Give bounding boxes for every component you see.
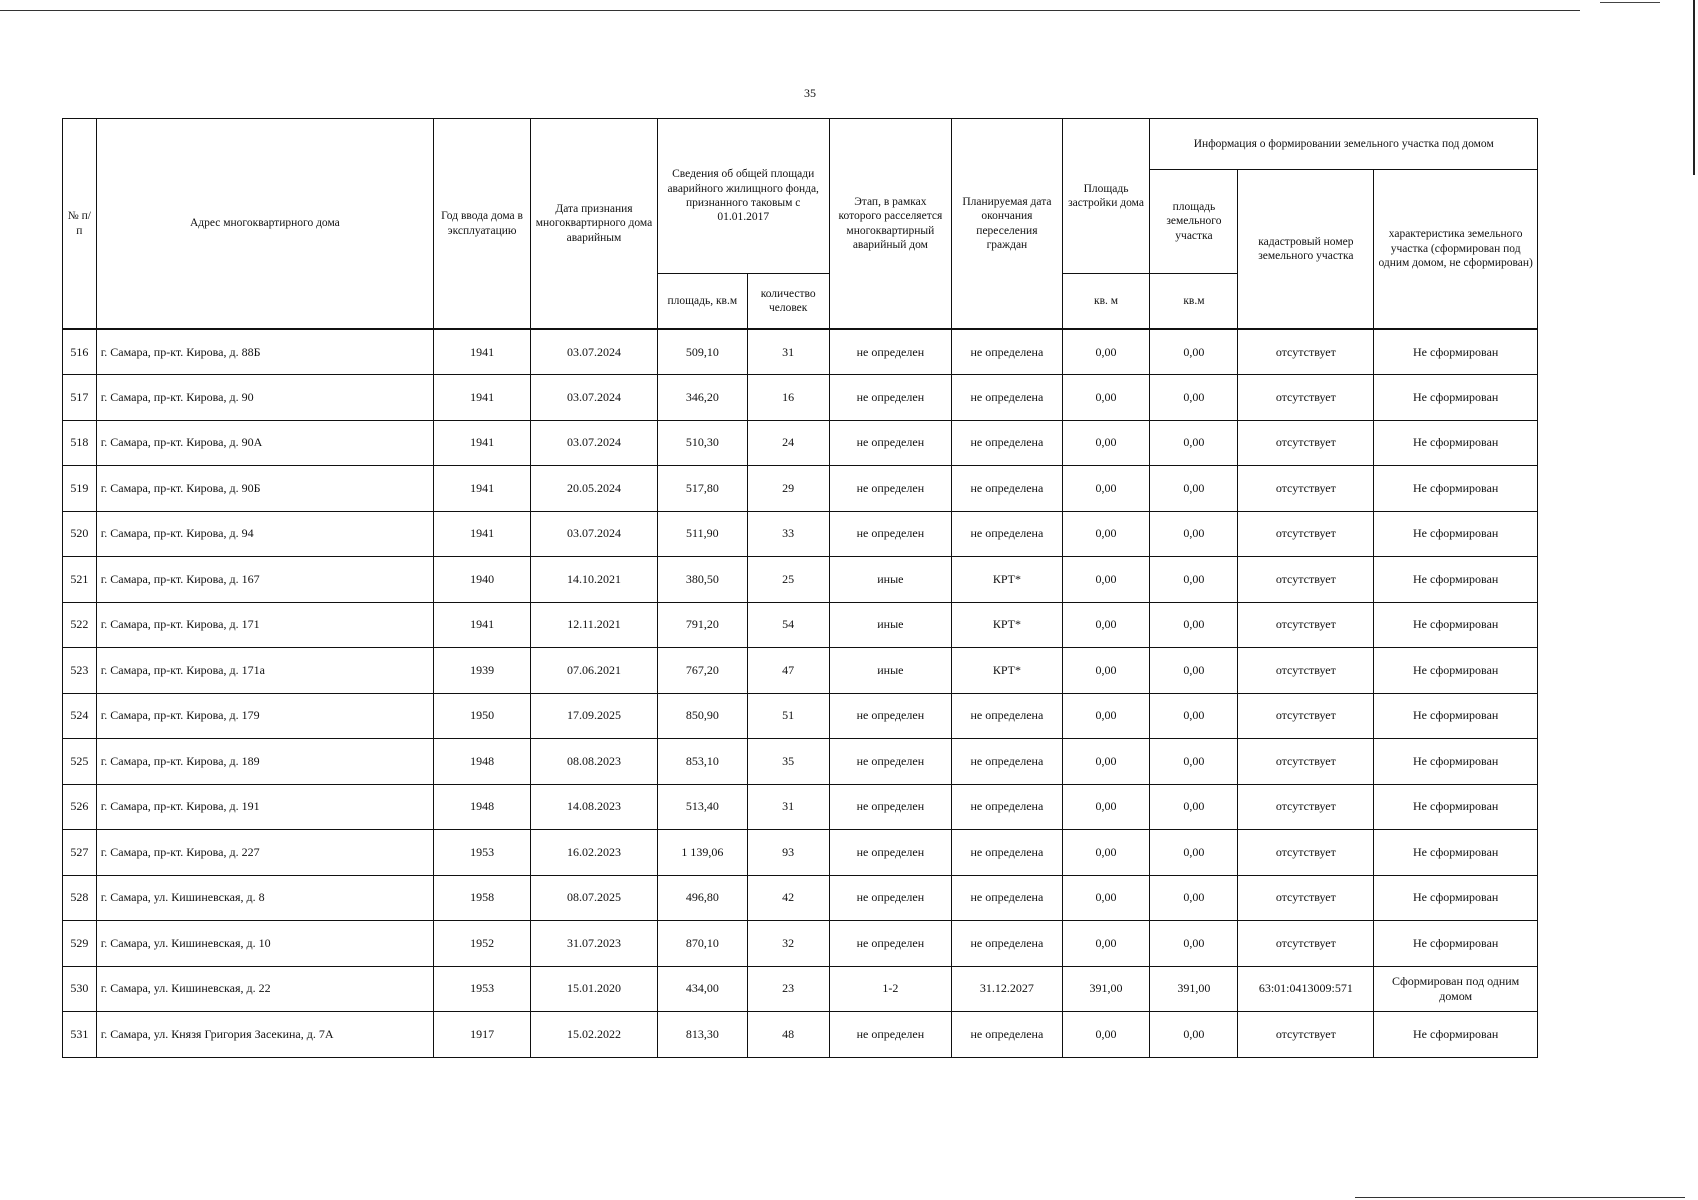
cell-people: 24 bbox=[747, 420, 829, 466]
header-num: № п/п bbox=[63, 119, 97, 330]
cell-land-char: Не сформирован bbox=[1374, 557, 1538, 603]
cell-year: 1958 bbox=[434, 875, 531, 921]
cell-land-char: Не сформирован bbox=[1374, 602, 1538, 648]
cell-address: г. Самара, пр-кт. Кирова, д. 94 bbox=[96, 511, 433, 557]
cell-build-area: 0,00 bbox=[1062, 466, 1150, 512]
cell-build-area: 0,00 bbox=[1062, 648, 1150, 694]
cell-num: 521 bbox=[63, 557, 97, 603]
cell-address: г. Самара, пр-кт. Кирова, д. 189 bbox=[96, 739, 433, 785]
cell-planned-date: не определена bbox=[952, 830, 1062, 876]
cell-cadastral: отсутствует bbox=[1238, 329, 1374, 375]
cell-year: 1941 bbox=[434, 466, 531, 512]
cell-address: г. Самара, пр-кт. Кирова, д. 167 bbox=[96, 557, 433, 603]
cell-area: 511,90 bbox=[657, 511, 747, 557]
cell-planned-date: не определена bbox=[952, 466, 1062, 512]
cell-area: 509,10 bbox=[657, 329, 747, 375]
cell-planned-date: не определена bbox=[952, 511, 1062, 557]
header-address: Адрес многоквартирного дома bbox=[96, 119, 433, 330]
cell-area: 513,40 bbox=[657, 784, 747, 830]
cell-people: 16 bbox=[747, 375, 829, 421]
table-row bbox=[63, 739, 1538, 785]
cell-num: 519 bbox=[63, 466, 97, 512]
cell-planned-date: не определена bbox=[952, 739, 1062, 785]
cell-planned-date: не определена bbox=[952, 784, 1062, 830]
cell-stage: не определен bbox=[829, 511, 952, 557]
cell-num: 520 bbox=[63, 511, 97, 557]
cell-area: 853,10 bbox=[657, 739, 747, 785]
cell-num: 526 bbox=[63, 784, 97, 830]
scan-edge-top-right bbox=[1600, 2, 1660, 3]
cell-area: 517,80 bbox=[657, 466, 747, 512]
cell-stage: не определен bbox=[829, 784, 952, 830]
cell-land-area: 0,00 bbox=[1150, 511, 1238, 557]
cell-people: 31 bbox=[747, 329, 829, 375]
header-stage: Этап, в рамках которого расселяется многоквартирный аварийный дом bbox=[829, 119, 952, 330]
cell-land-area: 0,00 bbox=[1150, 602, 1238, 648]
cell-land-char: Не сформирован bbox=[1374, 739, 1538, 785]
cell-people: 54 bbox=[747, 602, 829, 648]
cell-address: г. Самара, ул. Князя Григория Засекина, д. 7А bbox=[96, 1012, 433, 1058]
cell-address: г. Самара, пр-кт. Кирова, д. 90А bbox=[96, 420, 433, 466]
cell-cadastral: отсутствует bbox=[1238, 602, 1374, 648]
cell-year: 1941 bbox=[434, 329, 531, 375]
cell-stage: не определен bbox=[829, 1012, 952, 1058]
cell-year: 1941 bbox=[434, 602, 531, 648]
cell-year: 1948 bbox=[434, 784, 531, 830]
cell-year: 1941 bbox=[434, 420, 531, 466]
cell-stage: не определен bbox=[829, 830, 952, 876]
cell-planned-date: не определена bbox=[952, 921, 1062, 967]
cell-area: 850,90 bbox=[657, 693, 747, 739]
cell-date-recognized: 14.08.2023 bbox=[531, 784, 658, 830]
cell-area: 434,00 bbox=[657, 966, 747, 1012]
cell-land-area: 0,00 bbox=[1150, 739, 1238, 785]
cell-land-area: 0,00 bbox=[1150, 830, 1238, 876]
cell-people: 35 bbox=[747, 739, 829, 785]
cell-build-area: 0,00 bbox=[1062, 557, 1150, 603]
cell-build-area: 0,00 bbox=[1062, 1012, 1150, 1058]
cell-land-char: Не сформирован bbox=[1374, 921, 1538, 967]
cell-area: 791,20 bbox=[657, 602, 747, 648]
cell-people: 33 bbox=[747, 511, 829, 557]
cell-date-recognized: 08.08.2023 bbox=[531, 739, 658, 785]
cell-people: 31 bbox=[747, 784, 829, 830]
cell-planned-date: 31.12.2027 bbox=[952, 966, 1062, 1012]
cell-stage: не определен bbox=[829, 420, 952, 466]
cell-land-area: 0,00 bbox=[1150, 466, 1238, 512]
cell-date-recognized: 03.07.2024 bbox=[531, 375, 658, 421]
cell-date-recognized: 07.06.2021 bbox=[531, 648, 658, 694]
cell-area: 870,10 bbox=[657, 921, 747, 967]
cell-build-area: 0,00 bbox=[1062, 375, 1150, 421]
cell-cadastral: отсутствует bbox=[1238, 557, 1374, 603]
header-land-area-unit: кв.м bbox=[1150, 274, 1238, 330]
cell-year: 1953 bbox=[434, 830, 531, 876]
cell-cadastral: отсутствует bbox=[1238, 921, 1374, 967]
cell-land-char: Не сформирован bbox=[1374, 784, 1538, 830]
table-row bbox=[63, 784, 1538, 830]
cell-year: 1952 bbox=[434, 921, 531, 967]
cell-land-char: Не сформирован bbox=[1374, 830, 1538, 876]
cell-people: 25 bbox=[747, 557, 829, 603]
table-row bbox=[63, 693, 1538, 739]
cell-people: 32 bbox=[747, 921, 829, 967]
cell-cadastral: отсутствует bbox=[1238, 784, 1374, 830]
cell-build-area: 0,00 bbox=[1062, 329, 1150, 375]
cell-date-recognized: 03.07.2024 bbox=[531, 329, 658, 375]
cell-land-char: Не сформирован bbox=[1374, 648, 1538, 694]
header-area: площадь, кв.м bbox=[657, 274, 747, 330]
cell-build-area: 0,00 bbox=[1062, 739, 1150, 785]
cell-land-area: 0,00 bbox=[1150, 875, 1238, 921]
cell-planned-date: не определена bbox=[952, 693, 1062, 739]
table-row bbox=[63, 557, 1538, 603]
header-land-char: характеристика земельного участка (сформирован под одним домом, не сформирован) bbox=[1374, 170, 1538, 330]
header-cadastral: кадастровый номер земельного участка bbox=[1238, 170, 1374, 330]
cell-people: 51 bbox=[747, 693, 829, 739]
cell-people: 48 bbox=[747, 1012, 829, 1058]
cell-year: 1941 bbox=[434, 511, 531, 557]
cell-year: 1948 bbox=[434, 739, 531, 785]
cell-cadastral: 63:01:0413009:571 bbox=[1238, 966, 1374, 1012]
header-year: Год ввода дома в эксплуатацию bbox=[434, 119, 531, 330]
cell-date-recognized: 08.07.2025 bbox=[531, 875, 658, 921]
cell-cadastral: отсутствует bbox=[1238, 830, 1374, 876]
header-people: количество человек bbox=[747, 274, 829, 330]
cell-cadastral: отсутствует bbox=[1238, 693, 1374, 739]
cell-land-area: 0,00 bbox=[1150, 784, 1238, 830]
table-row bbox=[63, 602, 1538, 648]
table-row bbox=[63, 875, 1538, 921]
cell-area: 346,20 bbox=[657, 375, 747, 421]
cell-build-area: 0,00 bbox=[1062, 602, 1150, 648]
cell-stage: не определен bbox=[829, 875, 952, 921]
scan-edge-top bbox=[0, 10, 1580, 11]
cell-area: 767,20 bbox=[657, 648, 747, 694]
cell-date-recognized: 15.01.2020 bbox=[531, 966, 658, 1012]
cell-stage: не определен bbox=[829, 739, 952, 785]
table-header bbox=[63, 119, 1538, 330]
table-row bbox=[63, 375, 1538, 421]
cell-land-char: Не сформирован bbox=[1374, 511, 1538, 557]
table-row bbox=[63, 921, 1538, 967]
cell-stage: не определен bbox=[829, 466, 952, 512]
cell-address: г. Самара, ул. Кишиневская, д. 22 bbox=[96, 966, 433, 1012]
cell-area: 1 139,06 bbox=[657, 830, 747, 876]
cell-year: 1939 bbox=[434, 648, 531, 694]
cell-year: 1940 bbox=[434, 557, 531, 603]
cell-land-area: 0,00 bbox=[1150, 648, 1238, 694]
header-planned-date: Планируемая дата окончания переселения граждан bbox=[952, 119, 1062, 330]
cell-num: 525 bbox=[63, 739, 97, 785]
cell-planned-date: КРТ* bbox=[952, 648, 1062, 694]
cell-address: г. Самара, пр-кт. Кирова, д. 191 bbox=[96, 784, 433, 830]
cell-planned-date: не определена bbox=[952, 329, 1062, 375]
cell-build-area: 0,00 bbox=[1062, 693, 1150, 739]
cell-cadastral: отсутствует bbox=[1238, 375, 1374, 421]
cell-cadastral: отсутствует bbox=[1238, 511, 1374, 557]
cell-stage: иные bbox=[829, 557, 952, 603]
cell-stage: не определен bbox=[829, 375, 952, 421]
cell-address: г. Самара, пр-кт. Кирова, д. 171 bbox=[96, 602, 433, 648]
cell-num: 522 bbox=[63, 602, 97, 648]
cell-cadastral: отсутствует bbox=[1238, 739, 1374, 785]
cell-planned-date: не определена bbox=[952, 375, 1062, 421]
cell-land-area: 0,00 bbox=[1150, 921, 1238, 967]
cell-cadastral: отсутствует bbox=[1238, 420, 1374, 466]
scan-edge-bottom bbox=[1355, 1197, 1685, 1198]
header-build-area-unit: кв. м bbox=[1062, 274, 1150, 330]
cell-planned-date: не определена bbox=[952, 420, 1062, 466]
header-land-info: Информация о формировании земельного участка под домом bbox=[1150, 119, 1538, 170]
cell-people: 29 bbox=[747, 466, 829, 512]
cell-cadastral: отсутствует bbox=[1238, 648, 1374, 694]
cell-num: 524 bbox=[63, 693, 97, 739]
cell-stage: иные bbox=[829, 602, 952, 648]
cell-num: 527 bbox=[63, 830, 97, 876]
cell-date-recognized: 12.11.2021 bbox=[531, 602, 658, 648]
cell-year: 1953 bbox=[434, 966, 531, 1012]
header-land-area: площадь земельного участка bbox=[1150, 170, 1238, 274]
cell-date-recognized: 31.07.2023 bbox=[531, 921, 658, 967]
cell-land-char: Не сформирован bbox=[1374, 693, 1538, 739]
cell-address: г. Самара, пр-кт. Кирова, д. 90Б bbox=[96, 466, 433, 512]
table-row bbox=[63, 830, 1538, 876]
cell-address: г. Самара, пр-кт. Кирова, д. 90 bbox=[96, 375, 433, 421]
cell-people: 42 bbox=[747, 875, 829, 921]
cell-land-char: Не сформирован bbox=[1374, 420, 1538, 466]
cell-date-recognized: 15.02.2022 bbox=[531, 1012, 658, 1058]
cell-planned-date: КРТ* bbox=[952, 557, 1062, 603]
cell-planned-date: КРТ* bbox=[952, 602, 1062, 648]
cell-num: 518 bbox=[63, 420, 97, 466]
cell-stage: не определен bbox=[829, 329, 952, 375]
cell-build-area: 0,00 bbox=[1062, 921, 1150, 967]
cell-num: 530 bbox=[63, 966, 97, 1012]
table-row bbox=[63, 966, 1538, 1012]
table-row bbox=[63, 466, 1538, 512]
cell-planned-date: не определена bbox=[952, 875, 1062, 921]
scan-edge-right bbox=[1693, 0, 1695, 175]
cell-build-area: 0,00 bbox=[1062, 830, 1150, 876]
cell-stage: 1-2 bbox=[829, 966, 952, 1012]
cell-area: 510,30 bbox=[657, 420, 747, 466]
cell-stage: не определен bbox=[829, 921, 952, 967]
cell-people: 47 bbox=[747, 648, 829, 694]
cell-build-area: 0,00 bbox=[1062, 511, 1150, 557]
emergency-housing-table bbox=[62, 118, 1538, 1058]
cell-year: 1917 bbox=[434, 1012, 531, 1058]
header-date-recognized: Дата признания многоквартирного дома аварийным bbox=[531, 119, 658, 330]
cell-num: 529 bbox=[63, 921, 97, 967]
cell-cadastral: отсутствует bbox=[1238, 875, 1374, 921]
table-row bbox=[63, 420, 1538, 466]
cell-land-char: Не сформирован bbox=[1374, 875, 1538, 921]
cell-stage: иные bbox=[829, 648, 952, 694]
cell-land-char: Не сформирован bbox=[1374, 329, 1538, 375]
header-area-info: Сведения об общей площади аварийного жилищного фонда, признанного таковым с 01.01.2017 bbox=[657, 119, 829, 274]
cell-address: г. Самара, пр-кт. Кирова, д. 88Б bbox=[96, 329, 433, 375]
cell-planned-date: не определена bbox=[952, 1012, 1062, 1058]
cell-land-char: Не сформирован bbox=[1374, 1012, 1538, 1058]
cell-date-recognized: 14.10.2021 bbox=[531, 557, 658, 603]
table-row bbox=[63, 511, 1538, 557]
cell-build-area: 391,00 bbox=[1062, 966, 1150, 1012]
cell-date-recognized: 03.07.2024 bbox=[531, 420, 658, 466]
cell-date-recognized: 16.02.2023 bbox=[531, 830, 658, 876]
table-row bbox=[63, 1012, 1538, 1058]
cell-date-recognized: 03.07.2024 bbox=[531, 511, 658, 557]
cell-land-char: Не сформирован bbox=[1374, 375, 1538, 421]
cell-stage: не определен bbox=[829, 693, 952, 739]
cell-cadastral: отсутствует bbox=[1238, 1012, 1374, 1058]
cell-land-area: 0,00 bbox=[1150, 375, 1238, 421]
table-body bbox=[63, 329, 1538, 1057]
cell-build-area: 0,00 bbox=[1062, 784, 1150, 830]
cell-num: 517 bbox=[63, 375, 97, 421]
cell-land-area: 0,00 bbox=[1150, 557, 1238, 603]
cell-people: 23 bbox=[747, 966, 829, 1012]
cell-area: 380,50 bbox=[657, 557, 747, 603]
cell-address: г. Самара, ул. Кишиневская, д. 8 bbox=[96, 875, 433, 921]
cell-build-area: 0,00 bbox=[1062, 420, 1150, 466]
cell-num: 523 bbox=[63, 648, 97, 694]
cell-land-char: Не сформирован bbox=[1374, 466, 1538, 512]
cell-address: г. Самара, пр-кт. Кирова, д. 179 bbox=[96, 693, 433, 739]
cell-area: 813,30 bbox=[657, 1012, 747, 1058]
cell-land-area: 0,00 bbox=[1150, 1012, 1238, 1058]
cell-num: 531 bbox=[63, 1012, 97, 1058]
cell-num: 516 bbox=[63, 329, 97, 375]
cell-area: 496,80 bbox=[657, 875, 747, 921]
cell-address: г. Самара, пр-кт. Кирова, д. 227 bbox=[96, 830, 433, 876]
table-row bbox=[63, 648, 1538, 694]
cell-date-recognized: 20.05.2024 bbox=[531, 466, 658, 512]
cell-cadastral: отсутствует bbox=[1238, 466, 1374, 512]
cell-address: г. Самара, ул. Кишиневская, д. 10 bbox=[96, 921, 433, 967]
page-number: 35 bbox=[804, 86, 816, 100]
cell-land-area: 391,00 bbox=[1150, 966, 1238, 1012]
cell-land-char: Сформирован под одним домом bbox=[1374, 966, 1538, 1012]
cell-year: 1941 bbox=[434, 375, 531, 421]
cell-people: 93 bbox=[747, 830, 829, 876]
header-build-area: Площадь застройки дома bbox=[1062, 119, 1150, 274]
table-row bbox=[63, 329, 1538, 375]
cell-land-area: 0,00 bbox=[1150, 329, 1238, 375]
cell-date-recognized: 17.09.2025 bbox=[531, 693, 658, 739]
cell-num: 528 bbox=[63, 875, 97, 921]
cell-land-area: 0,00 bbox=[1150, 693, 1238, 739]
cell-build-area: 0,00 bbox=[1062, 875, 1150, 921]
cell-land-area: 0,00 bbox=[1150, 420, 1238, 466]
cell-year: 1950 bbox=[434, 693, 531, 739]
cell-address: г. Самара, пр-кт. Кирова, д. 171а bbox=[96, 648, 433, 694]
